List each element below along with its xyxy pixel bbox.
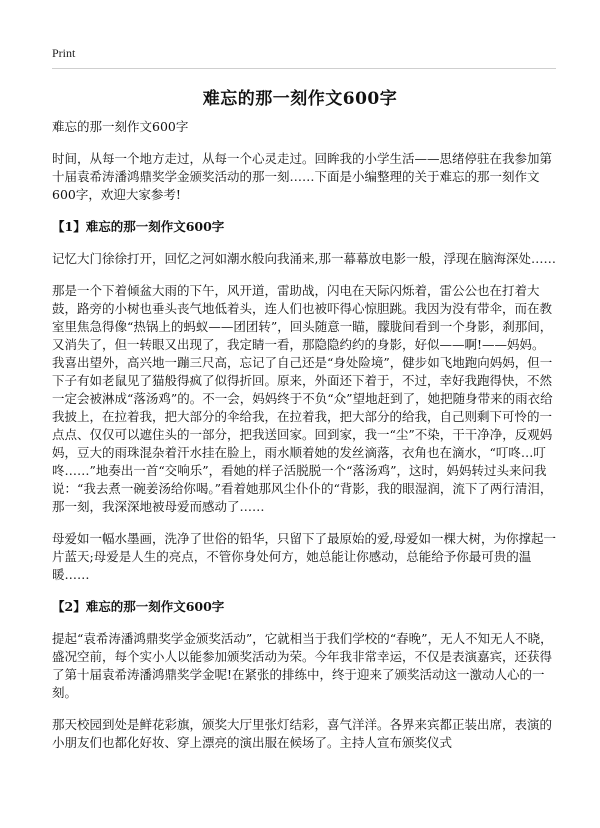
section-1-heading: 【1】难忘的那一刻作文600字 [52, 219, 225, 234]
article-body [52, 118, 556, 752]
section-1-paragraph-1: 记忆大门徐徐打开，回忆之河如潮水般向我涌来,那一幕幕放电影一般，浮现在脑海深处…… [52, 251, 556, 266]
section-2-heading: 【2】难忘的那一刻作文600字 [52, 599, 225, 614]
intro-paragraph: 时间，从每一个地方走过，从每一个心灵走过。回眸我的小学生活——思绪停驻在我参加第十届袁希涛潘鸿鼎奖学金颁奖活动的那一刻……下面是小编整理的关于难忘的那一刻作文600字，欢迎大家参考! [52, 151, 553, 202]
section-2-paragraph-2: 那天校园到处是鲜花彩旗，颁奖大厅里张灯结彩，喜气洋洋。各界来宾都正装出席，表演的小朋友们也都化好妆、穿上漂亮的演出服在候场了。主持人宣布颁奖仪式 [52, 717, 553, 750]
document-title: 难忘的那一刻作文600字 [202, 89, 398, 109]
section-1-paragraph-3: 母爱如一幅水墨画，洗净了世俗的铅华，只留下了最原始的爱,母爱如一棵大树，为你撑起一片蓝天;母爱是人生的亮点，不管你身处何方，她总能让你感动，总能给予你最可贵的温暖…… [52, 531, 556, 582]
article-subtitle: 难忘的那一刻作文600字 [52, 119, 189, 134]
section-1-paragraph-2: 那是一个下着倾盆大雨的下午，风开道，雷助战，闪电在天际闪烁着，雷公公也在打着大鼓，路旁的小树也垂头丧气地低着头，连人们也被吓得心惊胆跳。我因为没有带伞，而在教室里焦急得像“热锅上的蚂蚁——团团转”，回头随意一瞄，朦胧间看到一个身影，刹那间，又消失了，但一转眼又出现了，我定睛一看，那隐隐约约的身影，好似——啊!——妈妈。我喜出望外，高兴地一蹦三尺高，忘记了自己还是“身处险境”，健步如飞地跑向妈妈，但一下子有如老鼠见了猫般得疯了似得折回。原来，外面还下着于，不过，幸好我跑得快，不然一定会被淋成“落汤鸡”的。不一会，妈妈终于不负“众”望地赶到了，她把随身带来的雨衣给我披上，在拉着我，把大部分的伞给我，在拉着我，把大部分的给我，自己则剩下可怜的一点点、仅仅可以遮住头的一部分，把我送回家。回到家，我一“尘”不染，干干净净，反观妈妈，豆大的雨珠混杂着汗水挂在脸上，雨水顺着她的发丝滴落，衣角也在滴水，“叮咚…叮咚……”地奏出一首“交响乐”，看她的样子活脱脱一个“落汤鸡”，这时，妈妈转过头来问我说：“我去煮一碗姜汤给你喝。”看着她那风尘仆仆的“背影，我的眼湿润，流下了两行清泪，那一刻，我深深地被母爱而感动了…… [52, 283, 553, 514]
section-2-paragraph-1: 提起“袁希涛潘鸿鼎奖学金颁奖活动”，它就相当于我们学校的“春晚”，无人不知无人不晓，盛况空前，每个实小人以能参加颁奖活动为荣。今年我非常幸运，不仅是表演嘉宾，还获得了第十届袁希涛潘鸿鼎奖学金呢!在紧张的排练中，终于迎来了颁奖活动这一激动人心的一刻。 [52, 631, 553, 700]
print-link[interactable]: Print [52, 46, 76, 60]
header-divider [52, 68, 556, 69]
